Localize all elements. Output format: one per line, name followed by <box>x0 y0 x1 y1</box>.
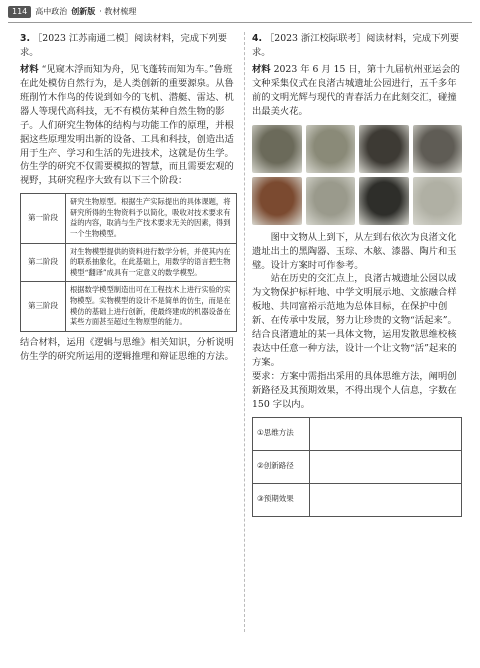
artifact-photo <box>359 125 409 173</box>
q4-number: 4. <box>252 33 263 44</box>
artifact-photo <box>252 125 302 173</box>
artifact-photo-grid <box>252 125 462 225</box>
question-4 <box>252 32 462 521</box>
q4-paragraph-2: 站在历史的交汇点上，良渚古城遗址公园以成为文物保护标杆地、中学文明展示地、文旅融合样板地、共同富裕示范地为总体目标，在保护中创新、在传承中发展，努力让珍贵的文物“活起来”。 <box>252 273 457 327</box>
stage-label: 第一阶段 <box>21 194 66 243</box>
q4-requirement: 要求：方案中需指出采用的具体思维方法，阐明创新路径及其预期效果，不得出现个人信息，字数在 150 字以内。 <box>252 371 457 410</box>
q3-material-label: 材料 <box>20 63 39 75</box>
artifact-photo <box>359 177 409 225</box>
header-rule <box>8 22 472 23</box>
subject-label: 高中政治 <box>35 7 68 16</box>
q3-material-text: “见窥木浮而知为舟，见飞蓬转而知为车。”鲁班在此处模仿自然行为，是人类创新的重要源泉。从鲁班削竹木作鸟的传说到如今的飞机、潜艇、雷达、机器人等现代高科技，无不有模仿某种自然生物的影子。人们研究生物体的结构与功能工作的原理，并根据这些原理发明出新的设备、工具和科技，创造出适用于生产、学习和生活的先进技术，这就是仿生学。仿生学的研究不仅需要模拟的智慧，而且需要宏观的视野，其研究程序大致有以下三个阶段： <box>20 63 234 187</box>
answer-table <box>252 417 462 517</box>
q4-question: 结合良渚遗址的某一具体文物，运用发散思维校核表达中任意一种方法，设计一个让文物“活”起来的方案。 <box>252 329 457 369</box>
q3-number: 3. <box>20 33 31 44</box>
table-row <box>21 243 237 282</box>
table-row <box>21 194 237 243</box>
research-stage-table <box>20 193 237 331</box>
q4-caption: 图中文物从上到下，从左到右依次为良渚文化遗址出土的黑陶器、玉琮、木舷、漆器、陶片和玉璧。设计方案时可作参考。 <box>252 231 457 271</box>
answer-row-label: ①思维方法 <box>253 417 310 450</box>
q4-material-text: 2023 年 6 月 15 日，第十九届杭州亚运会的文种采集仪式在良渚古城遗址公园进行，五千多年前的文明光辉与现代的青春活力在此刻交汇，碰撞出最美火花。 <box>252 63 460 117</box>
q4-material-label: 材料 <box>252 63 271 75</box>
q4-source: ［2023 浙江校际联考］ <box>264 33 366 44</box>
answer-row-label: ③预期效果 <box>253 483 310 516</box>
table-row <box>21 282 237 331</box>
table-row <box>253 417 462 450</box>
stage-label: 第三阶段 <box>21 282 66 331</box>
column-divider <box>244 32 245 632</box>
q3-question: 结合材料，运用《逻辑与思维》相关知识，分析说明仿生学的研究所运用的逻辑推理和辩证思维的方法。 <box>20 336 234 362</box>
brand-label: 创新版 <box>71 7 96 16</box>
artifact-photo <box>413 125 463 173</box>
stage-text: 对生物模型提供的资料进行数学分析，并使其内在的联系抽象化，在此基础上，用数学的语言把生物模型“翻译”成具有一定意义的数学模型。 <box>66 243 237 282</box>
page-header <box>8 4 136 20</box>
artifact-photo <box>306 125 356 173</box>
artifact-photo <box>252 177 302 225</box>
answer-field[interactable] <box>310 450 462 483</box>
q3-source: ［2023 江苏南通二模］ <box>32 33 134 44</box>
page-number: 114 <box>8 6 31 18</box>
stage-label: 第二阶段 <box>21 243 66 282</box>
stage-text: 研究生物原型。根据生产实际提出的具体课题，将研究所得的生物资料予以简化，吸收对技术要求有益的内容，取消与生产技术要求无关的因素，得到一个生物模型。 <box>66 194 237 243</box>
q4-prompt: 阅读材料，完成下列要求。 <box>252 33 459 58</box>
question-3 <box>20 32 237 364</box>
table-row <box>253 450 462 483</box>
answer-field[interactable] <box>310 417 462 450</box>
q3-prompt: 阅读材料，完成下列要求。 <box>20 33 227 58</box>
section-label: · 教材梳理 <box>99 7 137 16</box>
stage-text: 根据数学模型制造出可在工程技术上进行实验的实物模型。实物模型的设计不是简单的仿生，而是在模仿的基础上进行创新，使最终建成的机器设备在某些方面甚至超过生物原型的能力。 <box>66 282 237 331</box>
artifact-photo <box>306 177 356 225</box>
answer-field[interactable] <box>310 483 462 516</box>
artifact-photo <box>413 177 463 225</box>
table-row <box>253 483 462 516</box>
answer-row-label: ②创新路径 <box>253 450 310 483</box>
